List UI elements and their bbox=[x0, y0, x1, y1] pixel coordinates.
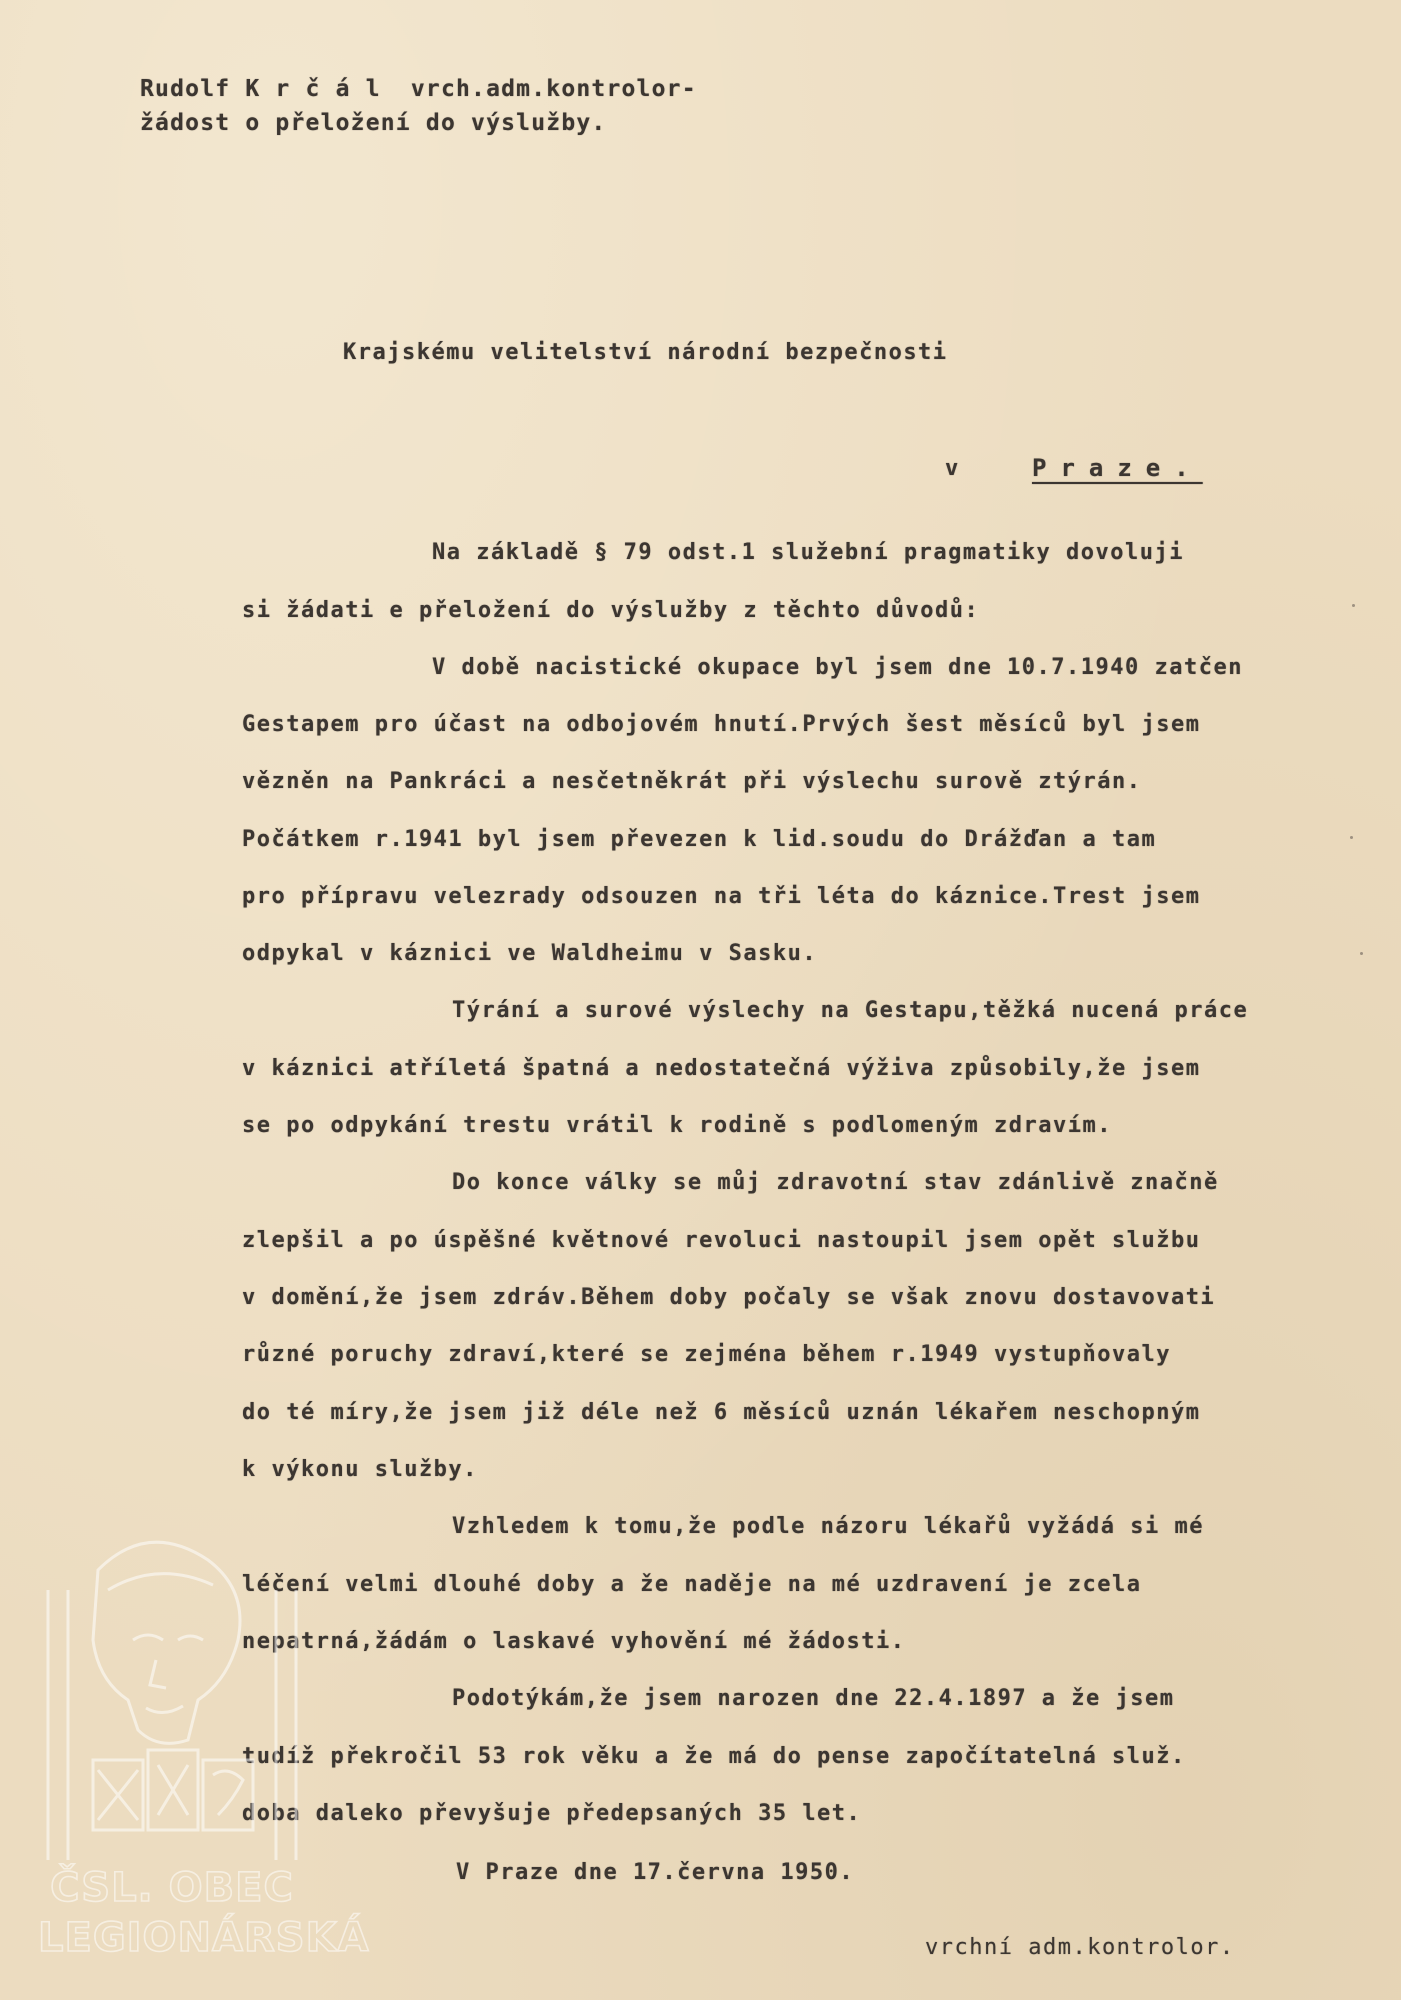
body-line: Počátkem r.1941 byl jsem převezen k lid.soudu do Drážďan a tam bbox=[242, 827, 1157, 852]
body-line: v domění,že jsem zdráv.Během doby počaly se však znovu dostavovati bbox=[242, 1285, 1216, 1310]
body-line: k výkonu služby. bbox=[242, 1457, 478, 1482]
paper-speck bbox=[1352, 604, 1355, 607]
body-line: V době nacistické okupace byl jsem dne 10.7.1940 zatčen bbox=[432, 655, 1243, 680]
body-line: pro přípravu velezrady odsouzen na tři léta do káznice.Trest jsem bbox=[242, 884, 1201, 909]
body-line: odpykal v káznici ve Waldheimu v Sasku. bbox=[242, 941, 818, 966]
paper-speck bbox=[1360, 952, 1363, 955]
body-line: Do konce války se můj zdravotní stav zdánlivě značně bbox=[452, 1170, 1219, 1195]
signature-title: vrchní adm.kontrolor. bbox=[925, 1935, 1235, 1960]
paper-speck bbox=[1350, 836, 1353, 839]
body-line: Týrání a surové výslechy na Gestapu,těžká nucená práce bbox=[452, 998, 1249, 1023]
body-line: Vzhledem k tomu,že podle názoru lékařů vyžádá si mé bbox=[452, 1514, 1205, 1539]
watermark-line-2: LEGIONÁRSKÁ bbox=[38, 1915, 370, 1961]
header-line-2: žádost o přeložení do výslužby. bbox=[140, 110, 607, 136]
body-line: léčení velmi dlouhé doby a že naděje na mé uzdravení je zcela bbox=[242, 1572, 1142, 1597]
addressee-place-prefix: v bbox=[945, 456, 960, 481]
body-line: různé poruchy zdraví,které se zejména během r.1949 vystupňovaly bbox=[242, 1342, 1171, 1367]
legion-watermark bbox=[38, 1530, 370, 1970]
watermark-line-1: ČSL. OBEC bbox=[50, 1865, 294, 1911]
body-line: Na základě § 79 odst.1 služební pragmatiky dovoluji bbox=[432, 540, 1185, 565]
body-line: se po odpykání trestu vrátil k rodině s podlomeným zdravím. bbox=[242, 1113, 1112, 1138]
body-line: tudíž překročil 53 rok věku a že má do pense započítatelná služ. bbox=[242, 1744, 1186, 1769]
body-line: nepatrná,žádám o laskavé vyhovění mé žádosti. bbox=[242, 1629, 906, 1654]
addressee-place: Praze. bbox=[1032, 454, 1203, 482]
body-line: vězněn na Pankráci a nesčetněkrát při výslechu surově ztýrán. bbox=[242, 769, 1142, 794]
body-line: si žádati e přeložení do výslužby z těchto důvodů: bbox=[242, 598, 980, 623]
body-line: v káznici atříletá špatná a nedostatečná výživa způsobily,že jsem bbox=[242, 1056, 1201, 1081]
body-line: Podotýkám,že jsem narozen dne 22.4.1897 a že jsem bbox=[452, 1686, 1175, 1711]
addressee-name: Krajskému velitelství národní bezpečnosti bbox=[343, 340, 948, 365]
header-line-1: Rudolf K r č á l vrch.adm.kontrolor- bbox=[140, 76, 697, 102]
date-line: V Praze dne 17.června 1950. bbox=[456, 1860, 855, 1885]
body-line: doba daleko převyšuje předepsaných 35 let. bbox=[242, 1801, 862, 1826]
legionnaire-emblem-icon bbox=[38, 1530, 306, 1860]
body-line: Gestapem pro účast na odbojovém hnutí.Prvých šest měsíců byl jsem bbox=[242, 712, 1201, 737]
body-line: zlepšil a po úspěšné květnové revoluci nastoupil jsem opět službu bbox=[242, 1228, 1201, 1253]
body-line: do té míry,že jsem již déle než 6 měsíců uznán lékařem neschopným bbox=[242, 1400, 1201, 1425]
